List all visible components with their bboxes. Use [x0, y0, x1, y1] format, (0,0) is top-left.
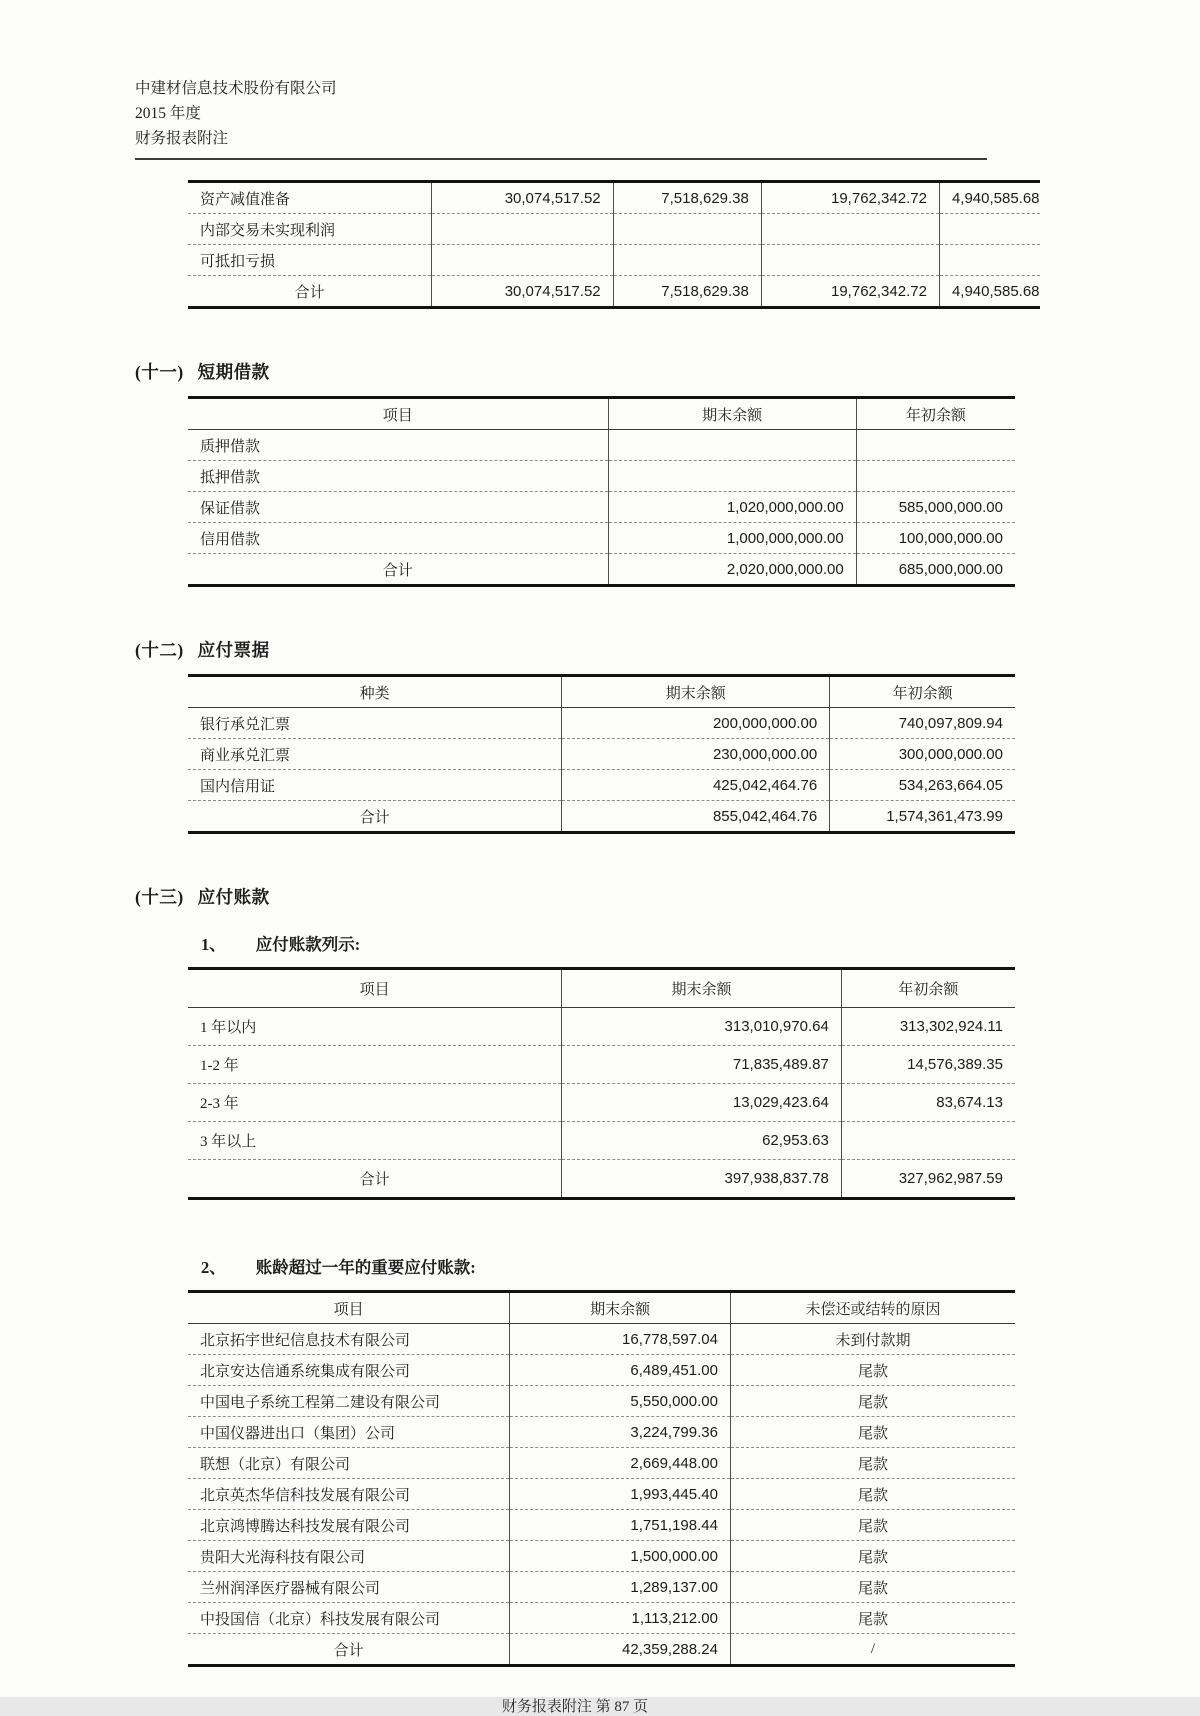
cell-value	[613, 214, 761, 245]
table-row	[188, 1603, 1015, 1634]
cell-value	[432, 214, 613, 245]
row-label: 资产减值准备	[200, 191, 291, 208]
cell-value: 13,029,423.64	[562, 1084, 842, 1122]
cell-value: 425,042,464.76	[562, 770, 830, 801]
cell-value: 685,000,000.00	[856, 554, 1015, 586]
cell-value: 300,000,000.00	[830, 739, 1015, 770]
section-number: (十一)	[135, 362, 184, 382]
content-area	[135, 0, 1040, 1716]
table-row	[188, 801, 1015, 833]
subsection-title: 应付账款列示:	[255, 935, 361, 954]
report-title: 财务报表附注	[135, 130, 229, 147]
subsection-heading-ap-listing	[201, 931, 1040, 955]
column-header: 期末余额	[562, 676, 830, 708]
row-label: 北京拓宇世纪信息技术有限公司	[200, 1332, 411, 1349]
cell-value: 100,000,000.00	[856, 523, 1015, 554]
row-label: 可抵扣亏损	[188, 245, 432, 276]
row-label: 信用借款	[188, 523, 608, 554]
table-row	[188, 1324, 1015, 1355]
cell-value: 尾款	[730, 1603, 1015, 1634]
table-row	[188, 1160, 1015, 1199]
row-label: 银行承兑汇票	[200, 716, 291, 733]
table-row	[188, 492, 1015, 523]
cell-value: 尾款	[730, 1572, 1015, 1603]
row-label: 内部交易未实现利润	[188, 214, 432, 245]
cell-value: 尾款	[730, 1355, 1015, 1386]
table-row	[188, 1417, 1015, 1448]
cell-value: 7,518,629.38	[613, 276, 761, 308]
table-row	[188, 182, 1040, 214]
subsection-number: 1、	[201, 935, 226, 954]
column-header: 期末余额	[562, 969, 842, 1008]
row-label: 抵押借款	[188, 461, 608, 492]
cell-value: 397,938,837.78	[562, 1160, 842, 1199]
row-label: 1 年以内	[200, 1020, 257, 1036]
row-label: 中国电子系统工程第二建设有限公司	[188, 1386, 510, 1417]
subsection-title: 账龄超过一年的重要应付账款:	[255, 1258, 476, 1277]
cell-value: 1,993,445.40	[510, 1479, 731, 1510]
section-number: (十二)	[135, 640, 184, 660]
important-accounts-payable-table	[188, 1290, 1015, 1667]
column-header: 项目	[188, 1292, 510, 1324]
cell-value: 230,000,000.00	[562, 739, 830, 770]
table-row	[188, 770, 1015, 801]
cell-value: 14,576,389.35	[841, 1046, 1015, 1084]
row-label: 1-2 年	[188, 1046, 562, 1084]
cell-value: 尾款	[730, 1541, 1015, 1572]
cell-value: 4,940,585.68	[939, 276, 1040, 308]
cell-value: 42,359,288.24	[510, 1634, 731, 1666]
accounts-payable-aging-table	[188, 967, 1015, 1200]
table-row	[188, 430, 1015, 461]
section-short-term-loans	[135, 359, 1040, 587]
table-row	[188, 1386, 1015, 1417]
notes-payable-table	[188, 674, 1015, 834]
cell-value: 尾款	[730, 1386, 1015, 1417]
table-row	[188, 1479, 1015, 1510]
cell-value: 1,751,198.44	[510, 1510, 731, 1541]
column-header: 未偿还或结转的原因	[730, 1292, 1015, 1324]
cell-value: 313,302,924.11	[841, 1008, 1015, 1046]
document-header	[135, 0, 1040, 160]
row-label: 北京英杰华信科技发展有限公司	[188, 1479, 510, 1510]
cell-value: 尾款	[730, 1479, 1015, 1510]
row-label: 国内信用证	[188, 770, 562, 801]
table-row	[188, 1448, 1015, 1479]
header-row	[188, 676, 1015, 708]
cell-value: 19,762,342.72	[761, 276, 939, 308]
row-label: 合计	[188, 1634, 510, 1666]
table-row	[188, 1572, 1015, 1603]
report-year: 2015 年度	[135, 105, 201, 122]
cell-value: 534,263,664.05	[830, 770, 1015, 801]
header-row	[188, 969, 1015, 1008]
cell-value: 7,518,629.38	[613, 182, 761, 214]
deferred-tax-continuation-table	[188, 180, 1040, 309]
cell-value	[608, 430, 856, 461]
table-row	[188, 1634, 1015, 1666]
section-accounts-payable	[135, 884, 1040, 1667]
cell-value: 1,574,361,473.99	[830, 801, 1015, 833]
short-term-loans-table	[188, 396, 1015, 587]
section-heading	[135, 637, 1040, 662]
cell-value: 855,042,464.76	[562, 801, 830, 833]
section-heading	[135, 359, 1040, 384]
table-row	[188, 523, 1015, 554]
row-label: 北京鸿博腾达科技发展有限公司	[188, 1510, 510, 1541]
table-row	[188, 276, 1040, 308]
cell-value: 4,940,585.68	[939, 182, 1040, 214]
cell-value: 313,010,970.64	[562, 1008, 842, 1046]
cell-value: 1,020,000,000.00	[608, 492, 856, 523]
table-row	[188, 554, 1015, 586]
cell-value: /	[730, 1634, 1015, 1666]
cell-value	[432, 245, 613, 276]
cell-value: 1,000,000,000.00	[608, 523, 856, 554]
row-label: 保证借款	[188, 492, 608, 523]
cell-value: 尾款	[730, 1510, 1015, 1541]
header-row	[188, 398, 1015, 430]
table-row	[188, 708, 1015, 739]
row-label: 合计	[188, 801, 562, 833]
table-row	[188, 1510, 1015, 1541]
table-row	[188, 1541, 1015, 1572]
row-label: 合计	[188, 554, 608, 586]
column-header: 年初余额	[830, 676, 1015, 708]
row-label: 兰州润泽医疗器械有限公司	[188, 1572, 510, 1603]
cell-value: 1,113,212.00	[510, 1603, 731, 1634]
cell-value	[761, 245, 939, 276]
cell-value: 585,000,000.00	[856, 492, 1015, 523]
row-label: 北京安达信通系统集成有限公司	[188, 1355, 510, 1386]
row-label: 质押借款	[200, 438, 261, 455]
column-header: 项目	[188, 969, 562, 1008]
cell-value: 尾款	[730, 1417, 1015, 1448]
row-label: 合计	[188, 1160, 562, 1199]
subsection-heading-ap-over-one-year	[201, 1254, 1040, 1278]
column-header: 种类	[188, 676, 562, 708]
cell-value	[761, 214, 939, 245]
row-label: 合计	[188, 276, 432, 308]
cell-value: 30,074,517.52	[432, 276, 613, 308]
section-title: 应付票据	[197, 640, 270, 660]
table-row	[188, 1008, 1015, 1046]
cell-value	[608, 461, 856, 492]
cell-value	[841, 1122, 1015, 1160]
cell-value: 6,489,451.00	[510, 1355, 731, 1386]
cell-value: 1,289,137.00	[510, 1572, 731, 1603]
header-row	[188, 1292, 1015, 1324]
cell-value: 71,835,489.87	[562, 1046, 842, 1084]
cell-value: 19,762,342.72	[761, 182, 939, 214]
cell-value: 1,500,000.00	[510, 1541, 731, 1572]
cell-value: 2,669,448.00	[510, 1448, 731, 1479]
row-label: 中国仪器进出口（集团）公司	[188, 1417, 510, 1448]
cell-value: 740,097,809.94	[830, 708, 1015, 739]
row-label: 2-3 年	[188, 1084, 562, 1122]
table-row	[188, 214, 1040, 245]
cell-value	[939, 214, 1040, 245]
cell-value	[856, 461, 1015, 492]
table-row	[188, 245, 1040, 276]
row-label: 贵阳大光海科技有限公司	[188, 1541, 510, 1572]
header-rule	[135, 158, 987, 160]
cell-value	[939, 245, 1040, 276]
cell-value: 83,674.13	[841, 1084, 1015, 1122]
column-header: 项目	[188, 398, 608, 430]
cell-value: 2,020,000,000.00	[608, 554, 856, 586]
cell-value: 3,224,799.36	[510, 1417, 731, 1448]
row-label: 中投国信（北京）科技发展有限公司	[188, 1603, 510, 1634]
subsection-number: 2、	[201, 1258, 226, 1277]
table-row	[188, 1046, 1015, 1084]
section-heading	[135, 884, 1040, 909]
table-row	[188, 461, 1015, 492]
cell-value: 5,550,000.00	[510, 1386, 731, 1417]
column-header: 期末余额	[510, 1292, 731, 1324]
cell-value: 62,953.63	[562, 1122, 842, 1160]
cell-value	[856, 430, 1015, 461]
cell-value: 未到付款期	[730, 1324, 1015, 1355]
section-title: 应付账款	[197, 887, 270, 907]
column-header: 年初余额	[856, 398, 1015, 430]
table-row	[188, 1355, 1015, 1386]
column-header: 年初余额	[841, 969, 1015, 1008]
section-number: (十三)	[135, 887, 184, 907]
cell-value: 30,074,517.52	[432, 182, 613, 214]
column-header: 期末余额	[608, 398, 856, 430]
cell-value: 尾款	[730, 1448, 1015, 1479]
company-name: 中建材信息技术股份有限公司	[135, 80, 337, 97]
section-title: 短期借款	[197, 362, 270, 382]
page-footer: 财务报表附注 第 87 页	[501, 1699, 649, 1715]
cell-value: 16,778,597.04	[510, 1324, 731, 1355]
section-notes-payable	[135, 637, 1040, 834]
row-label: 3 年以上	[188, 1122, 562, 1160]
table-row	[188, 1084, 1015, 1122]
cell-value	[613, 245, 761, 276]
row-label: 商业承兑汇票	[188, 739, 562, 770]
cell-value: 200,000,000.00	[562, 708, 830, 739]
table-row	[188, 1122, 1015, 1160]
table-row	[188, 739, 1015, 770]
cell-value: 327,962,987.59	[841, 1160, 1015, 1199]
row-label: 联想（北京）有限公司	[188, 1448, 510, 1479]
